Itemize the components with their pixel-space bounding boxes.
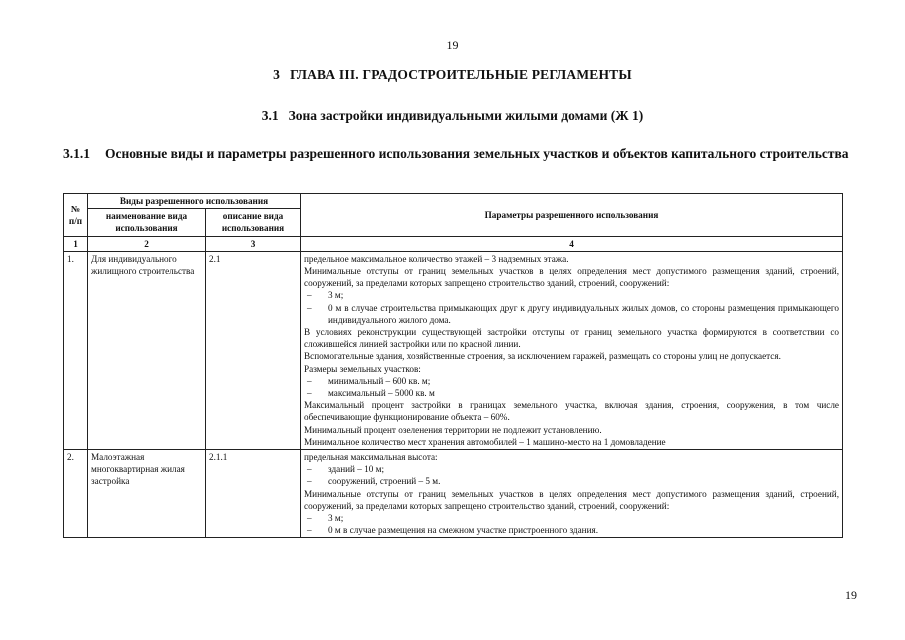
dash-list [304,289,839,326]
list-item: – сооружений, строений – 5 м. [304,475,839,487]
header-group: Виды разрешенного использования [88,194,301,209]
parameter-paragraph: Минимальный процент озеленения территории не подлежит установлению. [304,424,602,435]
parameters-cell [301,450,843,538]
chapter-number: 3 [273,67,281,82]
page-number-top: 19 [446,38,459,52]
subsection-number: 3.1.1 [63,146,90,161]
parameter-paragraph: Максимальный процент застройки в границах земельного участка, включая здания, строения, сооружения, в том числе обеспечивающие функционирование объекта – 60%. [304,400,839,423]
parameter-paragraph: предельная максимальная высота: [304,452,438,463]
use-type-name: Малоэтажная многоквартирная жилая застройка [88,450,206,538]
use-type-code: 2.1.1 [206,450,301,538]
list-item: – зданий – 10 м; [304,463,839,475]
index-cell: 4 [301,236,843,251]
list-item: – 3 м; [304,512,839,524]
table-row [64,450,843,538]
use-type-name: Для индивидуального жилищного строительства [88,251,206,449]
list-item: – 3 м; [304,289,839,301]
dash-list [304,463,839,487]
index-cell: 3 [206,236,301,251]
parameter-paragraph: Размеры земельных участков: [304,363,421,374]
list-item: – 0 м в случае строительства примыкающих друг к другу индивидуальных жилых домов, со стороны размещения примыкающего индивидуального жилого дома. [304,302,839,326]
row-number: 2. [64,450,88,538]
index-cell: 1 [64,236,88,251]
column-index-row [64,236,843,251]
parameter-paragraph: В условиях реконструкции существующей застройки отступы от границ земельного участка формируются в соответствии со сложившейся линией застройки или по красной линии. [304,327,839,350]
index-cell: 2 [88,236,206,251]
parameter-paragraph: Минимальное количество мест хранения автомобилей – 1 машино-место на 1 домовладение [304,436,666,447]
dash-list [304,512,839,536]
header-desc: описание вида использования [206,209,301,236]
row-number: 1. [64,251,88,449]
chapter-title: ГЛАВА III. ГРАДОСТРОИТЕЛЬНЫЕ РЕГЛАМЕНТЫ [290,67,632,82]
subsection-title: Основные виды и параметры разрешенного использования земельных участков и объектов капитального строительства [105,146,849,161]
list-item: – максимальный – 5000 кв. м [304,387,839,399]
list-item: – минимальный – 600 кв. м; [304,375,839,387]
parameter-paragraph: предельное максимальное количество этажей – 3 надземных этажа. [304,253,569,264]
chapter-heading [0,67,905,83]
section-title: Зона застройки индивидуальными жилыми домами (Ж 1) [288,108,644,123]
regulations-table [63,193,843,538]
header-no: № п/п [64,194,88,237]
parameters-cell [301,251,843,449]
table-row [64,251,843,449]
section-heading [0,108,905,124]
header-name: наименование вида использования [88,209,206,236]
parameter-paragraph: Минимальные отступы от границ земельных участков в целях определения мест допустимого размещения зданий, строений, сооружений, за пределами которых запрещено строительство зданий, строений, сооружений: [304,488,839,511]
section-number: 3.1 [261,108,279,123]
list-item: – 0 м в случае размещения на смежном участке пристроенного здания. [304,524,839,536]
parameter-paragraph: Вспомогательные здания, хозяйственные строения, за исключением гаражей, размещать со стороны улиц не допускается. [304,351,781,362]
header-params: Параметры разрешенного использования [301,194,843,237]
use-type-code: 2.1 [206,251,301,449]
page-number-bottom: 19 [845,588,857,602]
dash-list [304,375,839,399]
parameter-paragraph: Минимальные отступы от границ земельных участков в целях определения мест допустимого размещения зданий, строений, сооружений, за пределами которых запрещено строительство зданий, строений, сооружений: [304,266,839,289]
